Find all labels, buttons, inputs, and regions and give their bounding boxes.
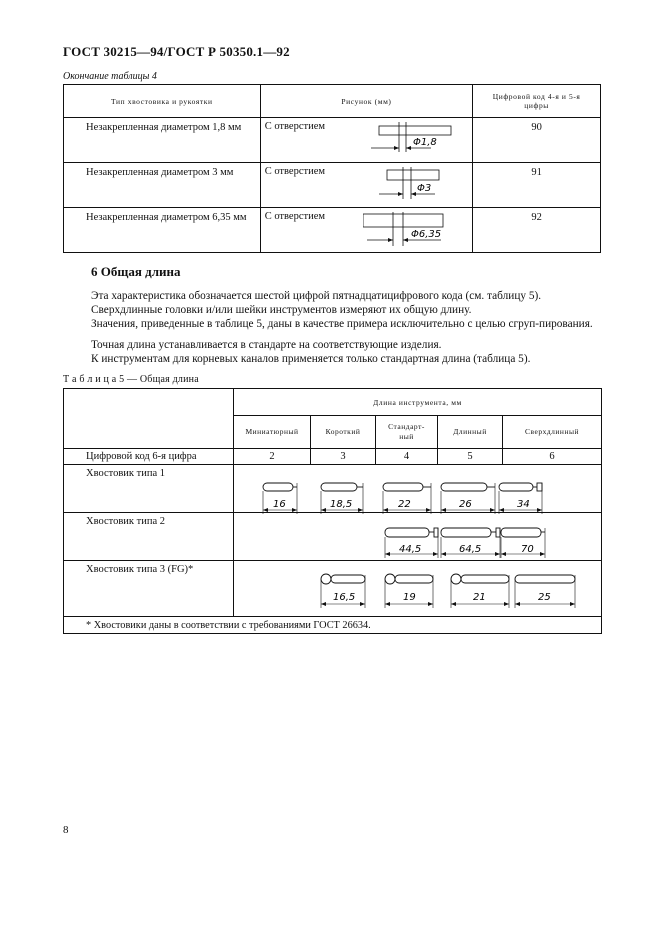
instrument-drawing <box>441 483 495 514</box>
table4-drawing-cell <box>260 163 473 208</box>
length-label: 16 <box>273 499 286 510</box>
length-label: 44,5 <box>399 544 422 555</box>
instrument-drawing <box>499 483 542 514</box>
table5-col-header: Короткий <box>311 416 376 449</box>
shank-type3-drawings <box>233 564 601 616</box>
table5-group-header: Длина инструмента, мм <box>234 389 602 416</box>
instrument-drawing <box>385 574 433 608</box>
table-row <box>64 449 602 465</box>
shank-type1-drawings <box>233 474 601 520</box>
instrument-drawing <box>441 528 500 558</box>
table5-col-header: Миниатюрный <box>234 416 311 449</box>
page-number: 8 <box>63 824 69 836</box>
table4-drawing-text: С отверстием <box>264 166 325 177</box>
table5-corner-cell <box>64 389 234 449</box>
table5-footnote: * Хвостовики даны в соответствии с требованиями ГОСТ 26634. <box>64 617 602 634</box>
table5-col-header: Сверхдлинный <box>503 416 602 449</box>
table5-code-cell: 5 <box>438 449 503 465</box>
instrument-drawing <box>383 483 431 514</box>
length-label: 25 <box>538 592 551 603</box>
table5-col-header: Длинный <box>438 416 503 449</box>
table-row <box>64 163 601 208</box>
table4-type-cell: Незакрепленная диаметром 1,8 мм <box>64 118 261 163</box>
table5-row-label: Хвостовик типа 3 (FG)* <box>64 561 234 617</box>
table4-caption: Окончание таблицы 4 <box>63 71 157 82</box>
table5-code-cell: 2 <box>234 449 311 465</box>
table-4 <box>63 84 601 253</box>
paragraph: Точная длина устанавливается в стандарте на соответствующие изделия. <box>91 339 442 351</box>
length-label: 26 <box>459 499 472 510</box>
instrument-drawing <box>321 574 365 608</box>
table-row <box>64 208 601 253</box>
table4-drawing-cell <box>260 208 473 253</box>
paragraph: Сверхдлинные головки и/или шейки инструментов измеряют их общую длину. <box>91 304 472 316</box>
length-label: 18,5 <box>330 499 353 510</box>
table4-header-drawing: Рисунок (мм) <box>260 85 473 118</box>
instrument-drawing <box>385 528 438 558</box>
paragraph: Эта характеристика обозначается шестой цифрой пятнадцатицифрового кода (см. таблицу 5). <box>91 290 542 302</box>
length-label: 70 <box>521 544 534 555</box>
table4-code-cell: 90 <box>473 118 601 163</box>
table5-row-label: Хвостовик типа 2 <box>64 513 234 561</box>
length-label: 21 <box>473 592 486 603</box>
table5-code-cell: 3 <box>311 449 376 465</box>
table5-code-cell: 6 <box>503 449 602 465</box>
table5-row-label: Хвостовик типа 1 <box>64 465 234 513</box>
table5-caption: Т а б л и ц а 5 — Общая длина <box>63 374 199 385</box>
length-label: 19 <box>403 592 416 603</box>
table5-code-label: Цифровой код 6-я цифра <box>64 449 234 465</box>
table4-code-cell: 91 <box>473 163 601 208</box>
table4-header-type: Тип хвостовика и рукоятки <box>64 85 261 118</box>
table4-code-cell: 92 <box>473 208 601 253</box>
table-row <box>64 118 601 163</box>
table4-dim-label: Φ3 <box>416 183 431 194</box>
table4-drawing-cell <box>260 118 473 163</box>
paragraph: Значения, приведенные в таблице 5, даны в качестве примера исключительно с целью сгруп-пирования. <box>91 318 593 330</box>
table4-header-code: Цифровой код 4-я и 5-я цифры <box>473 85 601 118</box>
table-row <box>64 617 602 634</box>
instrument-drawing <box>515 575 575 608</box>
table4-type-cell: Незакрепленная диаметром 3 мм <box>64 163 261 208</box>
shank-drawing-6-35 <box>363 212 471 248</box>
paragraph: К инструментам для корневых каналов применяется только стандартная длина (таблица 5). <box>91 353 531 365</box>
instrument-drawing <box>263 483 297 514</box>
shank-type2-drawings <box>233 520 601 564</box>
table4-type-cell: Незакрепленная диаметром 6,35 мм <box>64 208 261 253</box>
table4-drawing-text: С отверстием <box>264 211 325 222</box>
table5-code-cell: 4 <box>376 449 438 465</box>
instrument-drawing <box>501 528 545 558</box>
length-label: 16,5 <box>333 592 356 603</box>
table4-dim-label: Φ6,35 <box>410 229 441 240</box>
instrument-drawing <box>321 483 363 514</box>
instrument-drawing <box>451 574 509 608</box>
shank-drawing-3 <box>379 167 469 201</box>
table4-dim-label: Φ1,8 <box>412 137 437 148</box>
page-header: ГОСТ 30215—94/ГОСТ Р 50350.1—92 <box>63 44 290 59</box>
length-label: 22 <box>398 499 411 510</box>
length-label: 64,5 <box>459 544 482 555</box>
shank-drawing-1-8 <box>371 122 471 156</box>
length-label: 34 <box>517 499 530 510</box>
table5-col-header: Стандарт-ный <box>376 416 438 449</box>
section-title: 6 Общая длина <box>91 264 181 279</box>
table4-drawing-text: С отверстием <box>264 121 325 132</box>
